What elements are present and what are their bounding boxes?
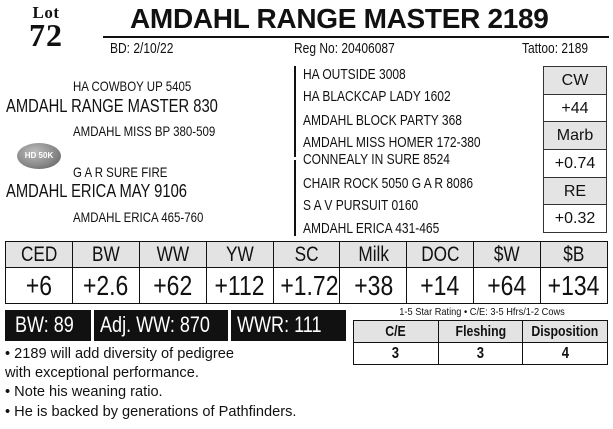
pedigree-ss-dam: HA BLACKCAP LADY 1602 <box>303 88 451 105</box>
hd50k-badge-icon: HD 50K <box>17 143 61 169</box>
marb-value: +0.74 <box>543 149 607 178</box>
ratings-header: Disposition <box>523 321 608 343</box>
epd-header: SC <box>273 242 340 268</box>
weights-divider <box>228 310 231 341</box>
weaning-weight-ratio: WWR: 111 <box>237 312 322 337</box>
epd-header-row <box>6 242 608 268</box>
cw-value: +44 <box>543 94 607 123</box>
lot-number: 72 <box>29 17 63 53</box>
notes-list <box>5 345 350 422</box>
note-line: • Note his weaning ratio. <box>5 384 163 401</box>
re-label: RE <box>543 177 607 206</box>
pedigree-divider-upper <box>294 66 296 157</box>
note-line: • 2189 will add diversity of pedigree <box>5 346 235 362</box>
ratings-header-row <box>354 321 608 343</box>
epd-header: YW <box>206 242 273 268</box>
pedigree-dam-sire: G A R SURE FIRE <box>73 164 168 180</box>
epd-value: +38 <box>340 268 407 304</box>
ratings-value: 3 <box>438 343 523 365</box>
epd-header: Milk <box>340 242 407 268</box>
animal-title: AMDAHL RANGE MASTER 2189 <box>130 3 549 34</box>
pedigree-divider-lower <box>294 160 296 236</box>
rating-note: 1-5 Star Rating • C/E: 3-5 Hfrs/1-2 Cows <box>399 306 565 318</box>
tattoo: Tattoo: 2189 <box>522 40 589 57</box>
epd-value: +14 <box>407 268 474 304</box>
epd-value: +2.6 <box>72 268 139 304</box>
epd-value: +62 <box>139 268 206 304</box>
pedigree-dd-sire: S A V PURSUIT 0160 <box>303 197 419 214</box>
ratings-header: Fleshing <box>438 321 523 343</box>
epd-value: +6 <box>6 268 73 304</box>
weights-bar <box>5 310 346 341</box>
ratings-table <box>353 320 608 365</box>
pedigree-sd-sire: AMDAHL BLOCK PARTY 368 <box>303 112 462 129</box>
epd-table <box>5 241 608 304</box>
ratings-header: C/E <box>354 321 439 343</box>
note-line: with exceptional performance. <box>5 365 199 382</box>
pedigree-ds-dam: CHAIR ROCK 5050 G A R 8086 <box>303 175 474 192</box>
pedigree-ss-sire: HA OUTSIDE 3008 <box>303 66 406 83</box>
cw-label: CW <box>543 66 607 95</box>
epd-value: +134 <box>541 268 608 304</box>
epd-header: $B <box>541 242 608 268</box>
pedigree-sire-dam: AMDAHL MISS BP 380-509 <box>73 123 216 139</box>
note-line: • He is backed by generations of Pathfinders. <box>5 403 297 420</box>
epd-value: +64 <box>474 268 541 304</box>
re-value: +0.32 <box>543 204 607 233</box>
pedigree-sire: AMDAHL RANGE MASTER 830 <box>6 96 218 116</box>
pedigree-dd-dam: AMDAHL ERICA 431-465 <box>303 220 440 237</box>
marb-label: Marb <box>543 121 607 150</box>
birth-weight: BW: 89 <box>15 312 74 337</box>
ratings-value-row <box>354 343 608 365</box>
ratings-value: 4 <box>523 343 608 365</box>
pedigree-dam: AMDAHL ERICA MAY 9106 <box>6 181 188 201</box>
pedigree-dam-dam: AMDAHL ERICA 465-760 <box>73 209 204 225</box>
epd-header: DOC <box>407 242 474 268</box>
carcass-epd-table <box>543 67 607 233</box>
epd-value: +112 <box>206 268 273 304</box>
weights-divider <box>91 310 94 341</box>
adjusted-weaning-weight: Adj. WW: 870 <box>100 312 210 337</box>
epd-header: WW <box>139 242 206 268</box>
epd-value: +1.72 <box>273 268 340 304</box>
lot-box <box>6 3 86 53</box>
pedigree-sd-dam: AMDAHL MISS HOMER 172-380 <box>303 134 481 151</box>
info-line <box>103 36 609 60</box>
epd-header: CED <box>6 242 73 268</box>
ratings-value: 3 <box>354 343 439 365</box>
epd-header: $W <box>474 242 541 268</box>
lot-label: Lot <box>32 3 60 22</box>
pedigree-ds-sire: CONNEALY IN SURE 8524 <box>303 151 450 168</box>
registration-number: Reg No: 20406087 <box>294 40 395 57</box>
epd-value-row <box>6 268 608 304</box>
epd-header: BW <box>72 242 139 268</box>
birth-date: BD: 2/10/22 <box>110 40 174 57</box>
pedigree-sire-sire: HA COWBOY UP 5405 <box>73 78 192 94</box>
